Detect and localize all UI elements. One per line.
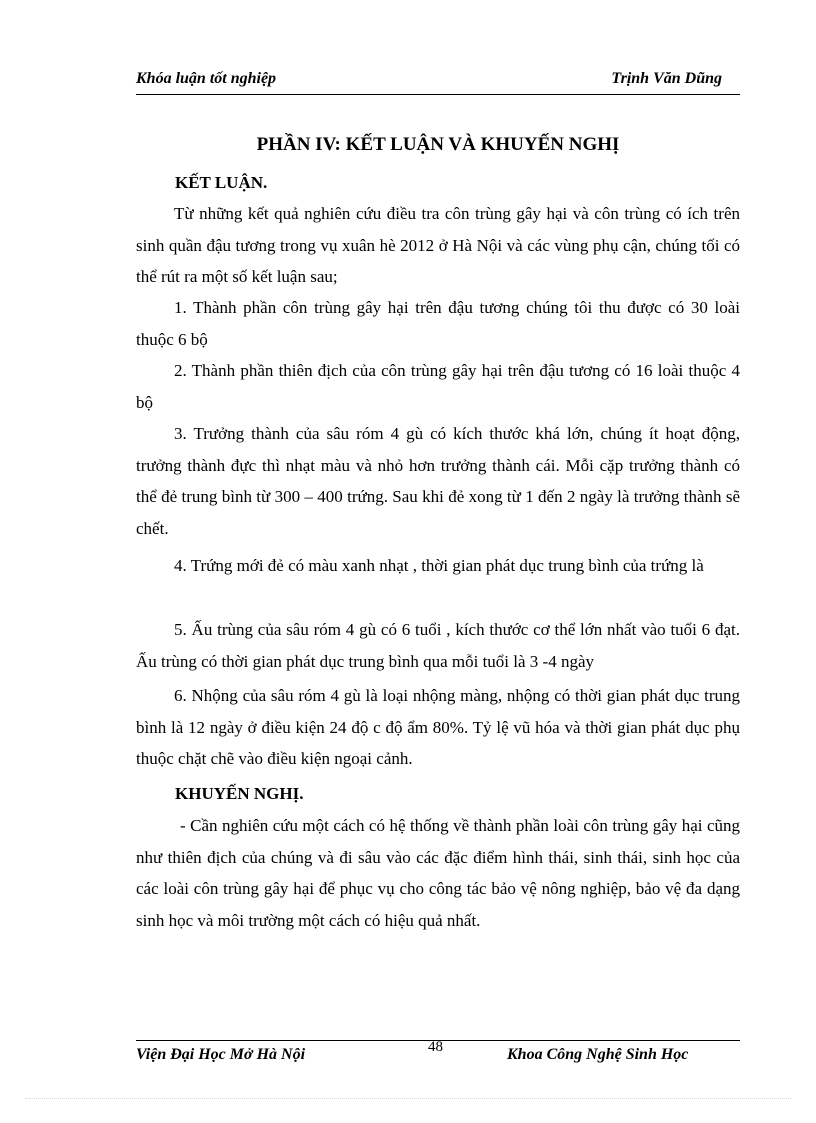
page-number: 48 [428,1039,443,1055]
footer-faculty: Khoa Công Nghệ Sinh Học [507,1046,689,1063]
header-thesis-label: Khóa luận tốt nghiệp [136,70,277,87]
conclusion-item-2: 2. Thành phần thiên địch của côn trùng gây hại trên đậu tương có 16 loài thuộc 4 bộ [136,361,740,412]
footer-institution: Viện Đại Học Mở Hà Nội [136,1046,306,1063]
header-author: Trịnh Văn Dũng [611,70,722,87]
page-header [136,68,740,95]
page-bottom-divider [25,1098,791,1099]
conclusion-item-6: 6. Nhộng của sâu róm 4 gù là loại nhộng màng, nhộng có thời gian phát dục trung bình là 12 ngày ở điều kiện 24 độ c độ ẩm 80%. Tỷ lệ vũ hóa và thời gian phát dục phụ thuộc chặt chẽ vào điều kiện ngoại cảnh. [136,686,740,768]
conclusion-item-3: 3. Trưởng thành của sâu róm 4 gù có kích thước khá lớn, chúng ít hoạt động, trưởng thành đực thì nhạt màu và nhỏ hơn trưởng thành cái. Mỗi cặp trưởng thành có thể đẻ trung bình từ 300 – 400 trứng. Sau khi đẻ xong từ 1 đến 2 ngày là trưởng thành sẽ chết. [136,424,740,538]
conclusion-item-4: 4. Trứng mới đẻ có màu xanh nhạt , thời gian phát dục trung bình của trứng là [174,556,704,575]
recommendation-text: - Cần nghiên cứu một cách có hệ thống về thành phần loài côn trùng gây hại cũng như thiên địch của chúng và đi sâu vào các đặc điểm hình thái, sinh thái, sinh học của các loài côn trùng gây hại để phục vụ cho công tác bảo vệ nông nghiệp, bảo vệ đa dạng sinh học và môi trường một cách có hiệu quả nhất. [136,816,740,930]
page-footer [136,1039,740,1063]
conclusion-intro: Từ những kết quả nghiên cứu điều tra côn trùng gây hại và côn trùng có ích trên sinh quần đậu tương trong vụ xuân hè 2012 ở Hà Nội và các vùng phụ cận, chúng tối có thể rút ra một số kết luận sau; [136,204,740,286]
conclusion-item-5: 5. Ấu trùng của sâu róm 4 gù có 6 tuổi , kích thước cơ thể lớn nhất vào tuổi 6 đạt. Ấu trùng có thời gian phát dục trung bình qua mỗi tuổi là 3 -4 ngày [136,620,740,671]
recommendation-heading: KHUYẾN NGHỊ. [175,784,304,803]
conclusion-item-1: 1. Thành phần côn trùng gây hại trên đậu tương chúng tôi thu được có 30 loài thuộc 6 bộ [136,298,740,349]
section-title: PHẦN IV: KẾT LUẬN VÀ KHUYẾN NGHỊ [256,134,620,155]
conclusion-heading: KẾT LUẬN. [175,173,268,192]
